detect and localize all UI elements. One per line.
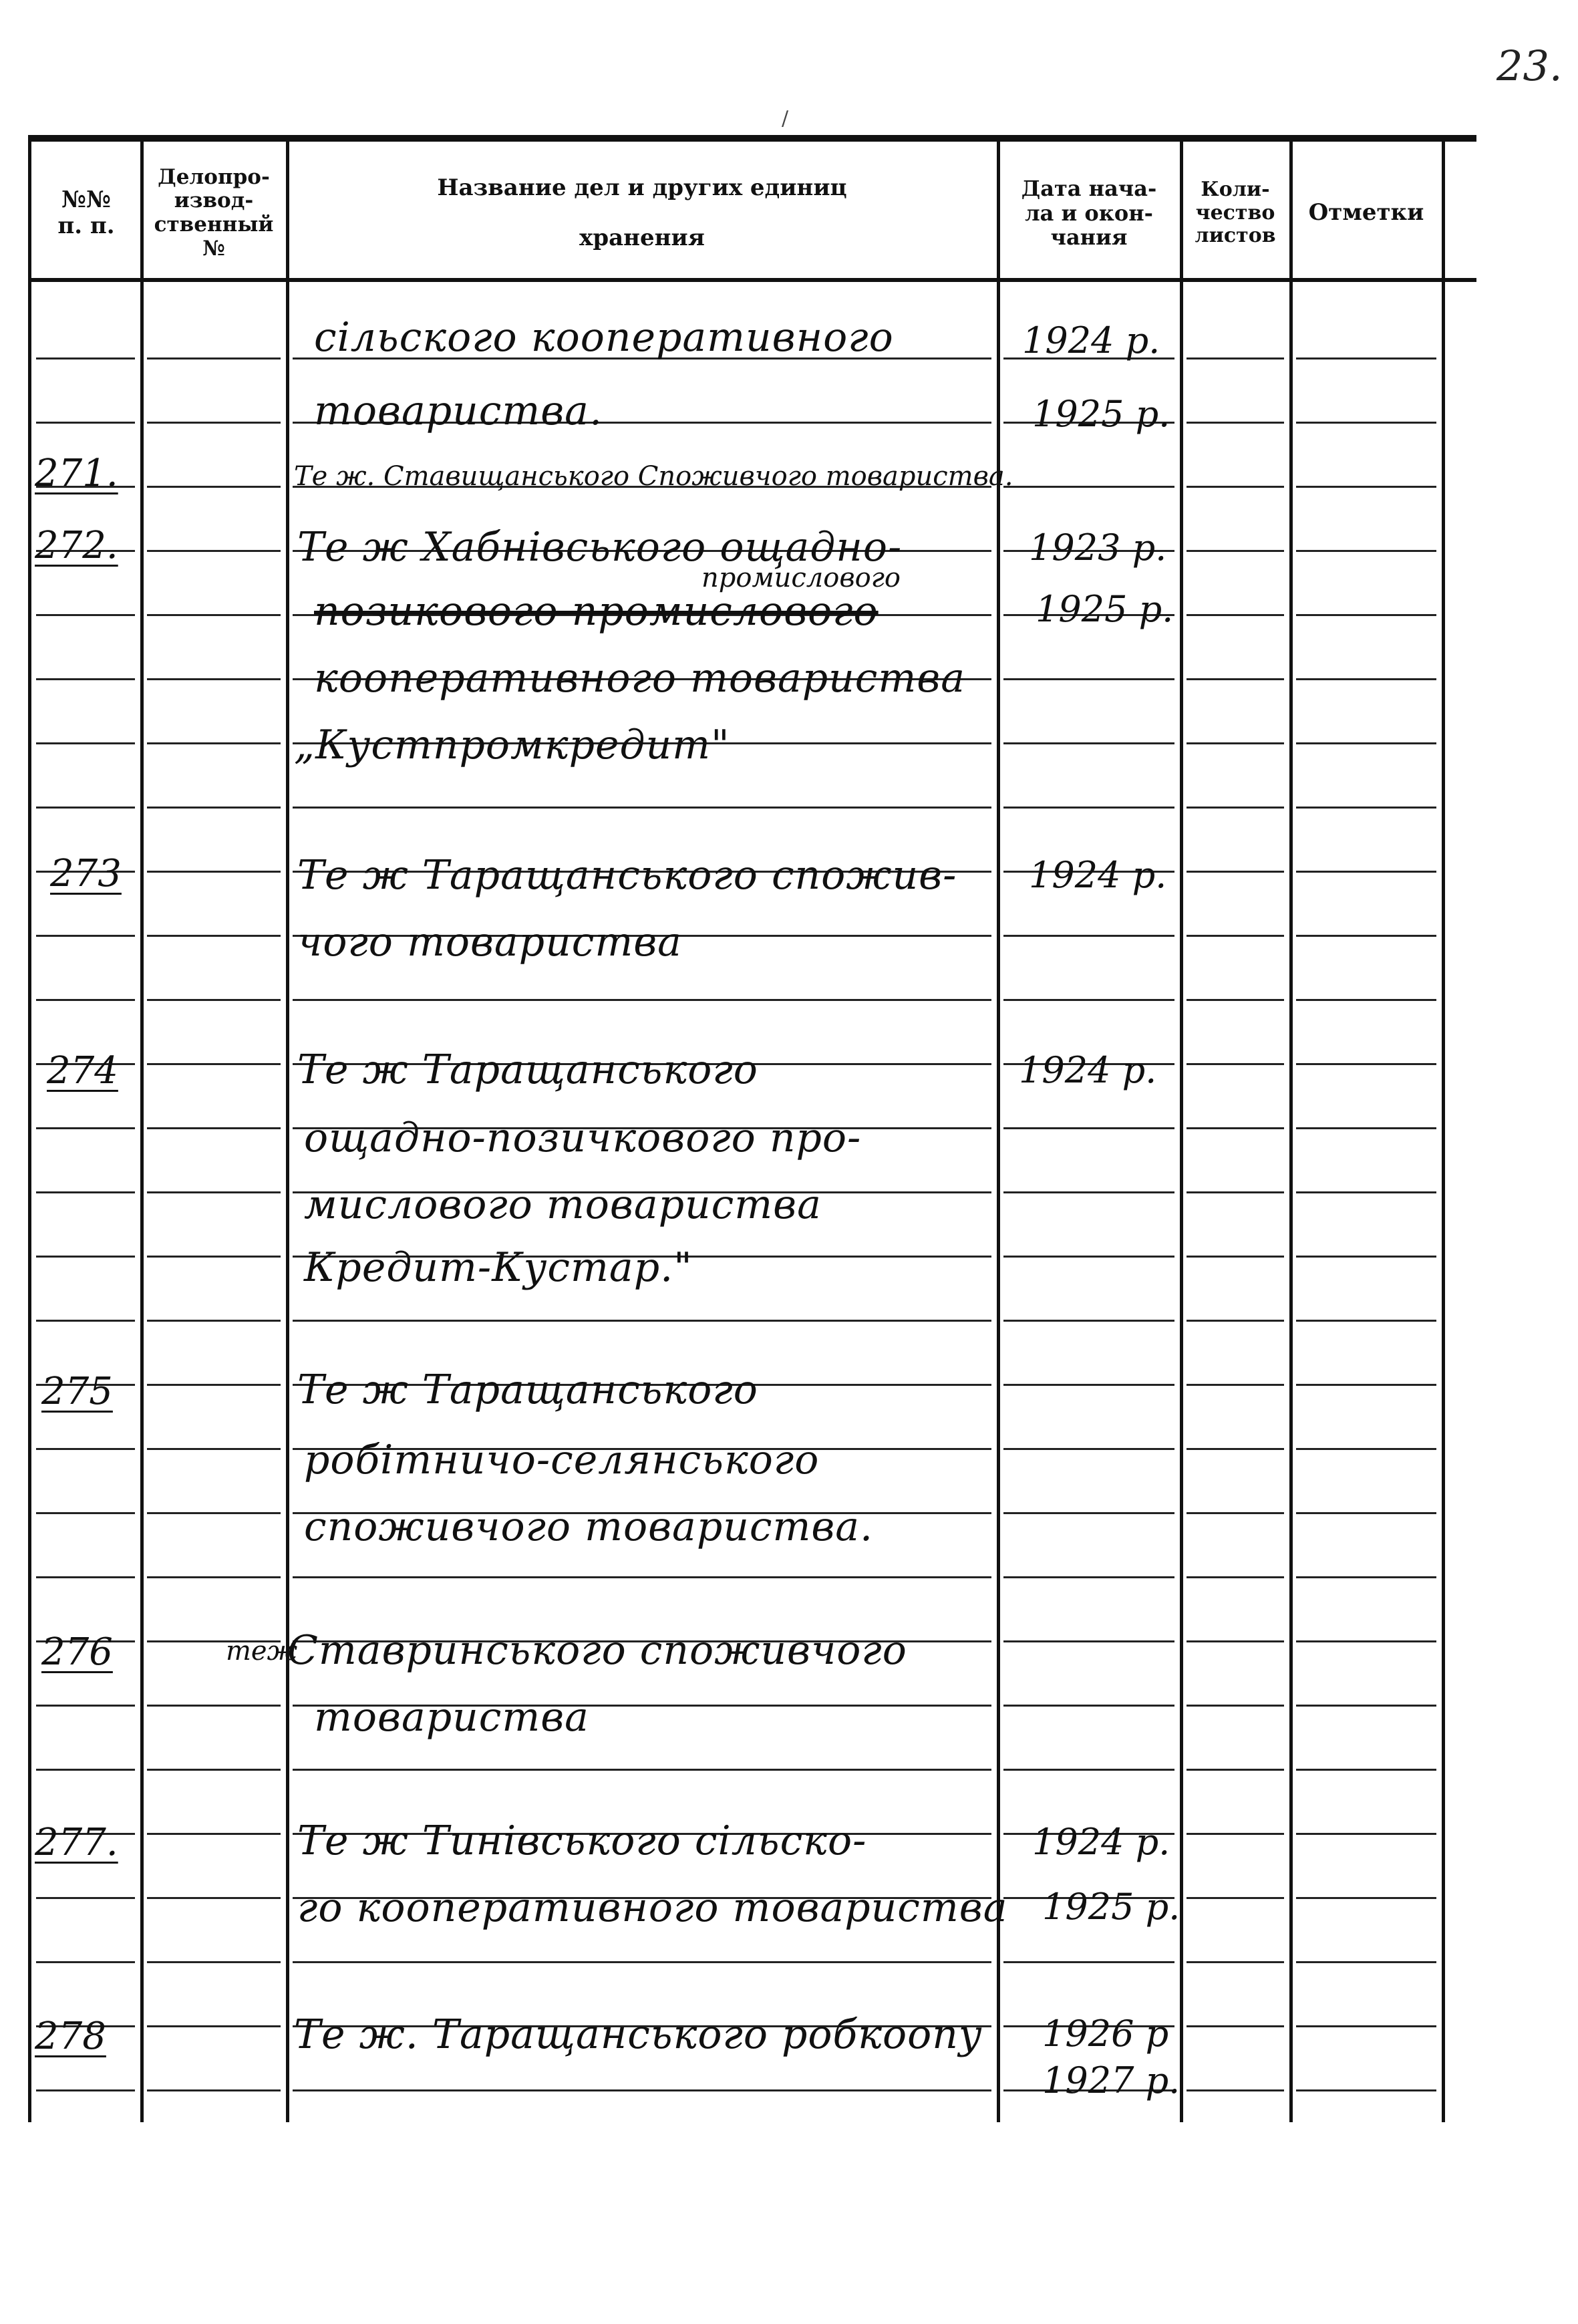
ruled-line [36,999,135,1001]
ruled-line [1296,742,1436,744]
ruled-line [1187,1576,1284,1578]
entry-line: робітничо-селянського [304,1437,820,1483]
ruled-line [1296,357,1436,359]
ruled-line [147,1384,281,1386]
entry-line: товариства. [314,388,603,434]
entry-line: Ставринського споживчого [287,1627,907,1674]
entry-line: позикового промислового [314,588,879,635]
ruled-line [1296,1769,1436,1771]
ruled-line [1003,1512,1174,1514]
ruled-line [147,614,281,616]
ruled-line [147,742,281,744]
ruled-line [36,678,135,680]
entry-line: Те ж. Ставищанського Споживчого товариства. [294,461,1013,492]
ruled-line [1187,1897,1284,1899]
ruled-line [36,422,135,424]
ruled-line [1187,999,1284,1001]
entry-number: 275 [41,1370,113,1413]
ruled-line [1187,1063,1284,1065]
column-divider [28,137,31,2122]
ruled-line [1003,1191,1174,1193]
ruled-line [1003,999,1174,1001]
ruled-line [147,1448,281,1450]
entry-line: ощадно-позичкового про- [304,1115,862,1161]
ruled-line [36,1320,135,1322]
entry-number: 273 [50,852,122,895]
ruled-line [1187,1384,1284,1386]
entry-line: го кооперативного товариства [297,1884,1008,1931]
entry-number: 274 [47,1049,118,1093]
ruled-line [1003,1769,1174,1771]
ruled-line [147,1191,281,1193]
ruled-line [36,1576,135,1578]
ruled-line [293,807,991,809]
ruled-line [1003,1127,1174,1129]
ruled-line [1296,999,1436,1001]
entry-number: 272. [35,524,118,567]
entry-line: товариства [314,1694,589,1741]
entry-date: 1924 р. [1019,1049,1157,1091]
ruled-line [1187,871,1284,873]
ruled-line [1187,357,1284,359]
ruled-line [147,678,281,680]
ruled-line [1187,2089,1284,2091]
ruled-line [293,999,991,1001]
column-divider [1180,137,1183,2122]
ruled-line [293,1576,991,1578]
ruled-line [36,1769,135,1771]
ruled-line [1296,2089,1436,2091]
ruled-line [147,422,281,424]
header-sheet-count: Коли- чество листов [1195,178,1276,248]
column-divider [1289,137,1293,2122]
ruled-line [36,1705,135,1707]
entry-date: 1925 р. [1042,1886,1180,1928]
ruled-line [36,1897,135,1899]
entry-date: 1925 р. [1036,588,1174,630]
ruled-line [1003,678,1174,680]
entry-line: сільского кооперативного [314,314,894,361]
ruled-line [1296,614,1436,616]
ruled-line [1003,807,1174,809]
ruled-line [36,742,135,744]
ruled-line [1296,1961,1436,1963]
ruled-line [293,1961,991,1963]
ruled-line [1187,1769,1284,1771]
table-top-border [28,135,1476,142]
entry-date: 1924 р. [1032,1821,1170,1863]
ruled-line [36,1127,135,1129]
ruled-line [1187,1448,1284,1450]
ruled-line [147,999,281,1001]
ruled-line [1003,486,1174,488]
entry-line: Те ж Таращанського [297,1366,758,1413]
ruled-line [1296,1897,1436,1899]
ruled-line [1187,1256,1284,1258]
ruled-line [1296,422,1436,424]
ruled-line [1296,935,1436,937]
ruled-line [147,807,281,809]
ruled-line [1296,1640,1436,1642]
top-mark: / [782,107,789,130]
entry-number: 271. [35,452,118,495]
ruled-line [36,1961,135,1963]
ruled-line [1187,1320,1284,1322]
ruled-line [1187,1833,1284,1835]
entry-line: кооперативного товариства [314,655,965,702]
ruled-line [147,357,281,359]
ruled-line [1296,807,1436,809]
ruled-line [1003,1705,1174,1707]
entry-date: 1927 р. [1042,2059,1180,2101]
ruled-line [1296,2025,1436,2027]
ruled-line [1296,1256,1436,1258]
ruled-line [1187,807,1284,809]
ruled-line [147,1961,281,1963]
ruled-line [293,1769,991,1771]
ruled-line [36,935,135,937]
ruled-line [1187,422,1284,424]
header-notes: Отметки [1308,199,1424,227]
ruled-line [147,2025,281,2027]
ruled-line [1003,1961,1174,1963]
ruled-line [36,1512,135,1514]
entry-line: Те ж Хабнівського ощадно- [297,524,903,571]
entry-line: Те ж Тинівського сільско- [297,1818,867,1864]
ruled-line [147,1320,281,1322]
ruled-line [1296,1320,1436,1322]
ruled-line [147,1512,281,1514]
ruled-line [1187,486,1284,488]
entry-line: мислового товариства [304,1181,822,1228]
ruled-line [1187,2025,1284,2027]
entry-number: 276 [41,1630,113,1674]
entry-date: 1926 р [1042,2013,1169,2055]
ruled-line [147,1897,281,1899]
entry-line: чого товариства [297,919,682,966]
ruled-line [1296,1063,1436,1065]
entry-date: 1925 р. [1032,393,1170,435]
ruled-line [1187,1705,1284,1707]
column-divider [140,137,144,2122]
entry-overwrite: промислового [701,563,901,593]
ruled-line [147,1256,281,1258]
ruled-line [1296,486,1436,488]
ruled-line [147,1705,281,1707]
entry-line: „Кустпромкредит" [294,722,730,768]
ruled-line [1187,1961,1284,1963]
entry-number: 278 [35,2015,106,2058]
entry-line: Те ж Таращанського [297,1046,758,1093]
page-number: 23. [1496,41,1563,90]
entry-line: Те ж. Таращанського робкоопу [294,2011,983,2058]
column-divider [1442,137,1445,2122]
ruled-line [36,1448,135,1450]
header-office-number: Делопро- извод- ственный № [154,164,274,261]
ruled-line [1296,1384,1436,1386]
ruled-line [1296,1705,1436,1707]
entry-date: 1923 р. [1029,527,1167,569]
column-divider [286,137,289,2122]
ruled-line [147,1833,281,1835]
ruled-line [1003,1384,1174,1386]
header-bottom-border [28,278,1476,282]
ruled-line [147,2089,281,2091]
entry-line: Кредит-Кустар." [304,1244,693,1291]
ruled-line [1296,1576,1436,1578]
ruled-line [1296,1191,1436,1193]
ruled-line [36,614,135,616]
ruled-line [147,935,281,937]
entry-prefix: теж [226,1636,298,1666]
ruled-line [1187,614,1284,616]
ruled-line [1187,550,1284,552]
entry-date: 1924 р. [1029,854,1167,896]
ruled-line [1187,1191,1284,1193]
entry-date: 1924 р. [1022,319,1160,361]
ruled-line [1296,1127,1436,1129]
ruled-line [1003,1448,1174,1450]
ruled-line [147,871,281,873]
ruled-line [36,2089,135,2091]
ruled-line [36,807,135,809]
entry-line: споживчого товариства. [304,1503,874,1550]
ruled-line [1187,1512,1284,1514]
ruled-line [1187,1127,1284,1129]
ruled-line [1003,1640,1174,1642]
ruled-line [1187,935,1284,937]
ruled-line [36,1191,135,1193]
ruled-line [1187,678,1284,680]
ruled-line [1003,1320,1174,1322]
ruled-line [1003,742,1174,744]
ruled-line [1187,742,1284,744]
ruled-line [147,1127,281,1129]
header-number: №№ п. п. [57,186,115,239]
ruled-line [293,1320,991,1322]
ruled-line [1296,871,1436,873]
header-dates: Дата нача- ла и окон- чания [1021,175,1157,251]
ruled-line [1003,1576,1174,1578]
ruled-line [1296,1512,1436,1514]
column-divider [997,137,1000,2122]
ruled-line [1296,1448,1436,1450]
ruled-line [1003,1256,1174,1258]
ruled-line [147,1769,281,1771]
ruled-line [293,2089,991,2091]
ruled-line [147,550,281,552]
ruled-line [36,1256,135,1258]
ruled-line [1296,550,1436,552]
ruled-line [1296,1833,1436,1835]
header-title: Название дел и других единиц хранения [437,174,847,251]
ruled-line [1003,935,1174,937]
ruled-line [147,486,281,488]
ruled-line [1296,678,1436,680]
entry-number: 277. [35,1821,118,1864]
ruled-line [36,357,135,359]
ruled-line [147,1063,281,1065]
ruled-line [147,1576,281,1578]
entry-line: Те ж Таращанського спожив- [297,852,957,899]
ruled-line [1187,1640,1284,1642]
